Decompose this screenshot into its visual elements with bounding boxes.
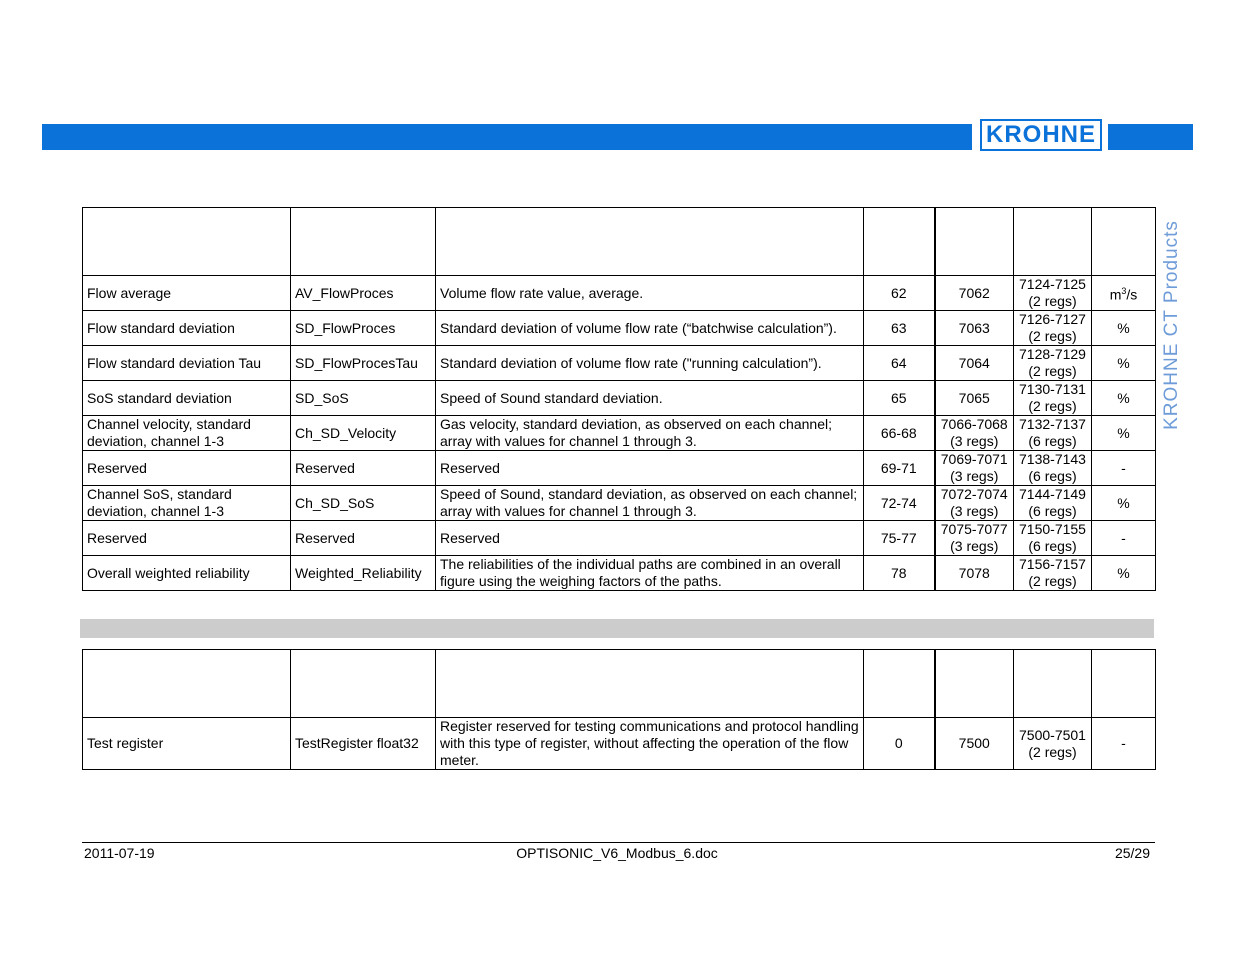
- cell-tag: AV_FlowProces: [291, 276, 436, 311]
- registers-count: (2 regs): [1028, 573, 1077, 589]
- cell-index: 78: [864, 556, 935, 591]
- header-cell: [1092, 650, 1156, 718]
- cell-description: Speed of Sound, standard deviation, as observed on each channel; array with values for channel 1 through 3.: [436, 486, 864, 521]
- header-cell: [864, 208, 935, 276]
- cell-address: 7062: [935, 276, 1014, 311]
- cell-name: SoS standard deviation: [83, 381, 291, 416]
- register-table-1-body: [83, 208, 1156, 591]
- cell-unit: %: [1092, 556, 1156, 591]
- header-cell: [864, 650, 935, 718]
- cell-registers: [1014, 346, 1092, 381]
- cell-registers: [1014, 486, 1092, 521]
- registers-count: (6 regs): [1028, 538, 1077, 554]
- cell-address: [935, 486, 1014, 521]
- header-banner-right: [1108, 124, 1193, 150]
- table-row: [83, 718, 1156, 770]
- table-header-row: [83, 650, 1156, 718]
- registers-range: 7500-7501: [1019, 726, 1086, 743]
- cell-registers: [1014, 381, 1092, 416]
- cell-name: Channel velocity, standard deviation, channel 1-3: [83, 416, 291, 451]
- cell-name: Flow average: [83, 276, 291, 311]
- registers-range: 7124-7125: [1019, 276, 1086, 292]
- header-cell: [935, 650, 1014, 718]
- registers-range: 7126-7127: [1019, 311, 1086, 327]
- registers-range: 7128-7129: [1019, 346, 1086, 362]
- side-brand-text: KROHNE CT Products: [1161, 220, 1182, 430]
- cell-unit: %: [1092, 416, 1156, 451]
- registers-range: 7130-7131: [1019, 381, 1086, 397]
- cell-address: 7065: [935, 381, 1014, 416]
- cell-description: Gas velocity, standard deviation, as observed on each channel; array with values for channel 1 through 3.: [436, 416, 864, 451]
- cell-description: The reliabilities of the individual paths are combined in an overall figure using the weighing factors of the paths.: [436, 556, 864, 591]
- cell-name: Test register: [83, 718, 291, 770]
- registers-count: (6 regs): [1028, 503, 1077, 519]
- header-cell: [436, 650, 864, 718]
- registers-count: (6 regs): [1028, 433, 1077, 449]
- cell-tag: Ch_SD_SoS: [291, 486, 436, 521]
- logo-text: KROHNE: [985, 121, 1096, 148]
- cell-unit: [1092, 276, 1156, 311]
- registers-count: (2 regs): [1028, 328, 1077, 344]
- address-count: (3 regs): [950, 468, 999, 484]
- registers-range: 7138-7143: [1019, 451, 1086, 467]
- cell-address: 7078: [935, 556, 1014, 591]
- table-header-row: [83, 208, 1156, 276]
- cell-description: Speed of Sound standard deviation.: [436, 381, 864, 416]
- header-banner-left: [42, 124, 972, 150]
- cell-tag: SD_FlowProces: [291, 311, 436, 346]
- unit-superscript: 3: [1121, 285, 1127, 296]
- cell-name: Reserved: [83, 451, 291, 486]
- cell-tag: Reserved: [291, 521, 436, 556]
- cell-unit: -: [1092, 718, 1156, 770]
- cell-unit: %: [1092, 381, 1156, 416]
- footer-document-name: OPTISONIC_V6_Modbus_6.doc: [516, 845, 718, 861]
- unit-tail: /s: [1126, 286, 1138, 303]
- registers-range: 7144-7149: [1019, 486, 1086, 502]
- table-row: [83, 416, 1156, 451]
- cell-tag: Reserved: [291, 451, 436, 486]
- address-range: 7069-7071: [940, 451, 1008, 467]
- header-cell: [935, 208, 1014, 276]
- header-cell: [83, 650, 291, 718]
- table-row: [83, 451, 1156, 486]
- cell-unit: -: [1092, 451, 1156, 486]
- registers-count: (6 regs): [1028, 468, 1077, 484]
- cell-description: Reserved: [436, 451, 864, 486]
- cell-registers: [1014, 718, 1092, 770]
- cell-unit: -: [1092, 521, 1156, 556]
- registers-count: (2 regs): [1028, 293, 1077, 309]
- footer-date: 2011-07-19: [84, 845, 155, 861]
- registers-count: (2 regs): [1028, 363, 1077, 379]
- cell-address: 7063: [935, 311, 1014, 346]
- footer-divider: [82, 842, 1155, 843]
- unit-base: m: [1109, 286, 1122, 303]
- cell-index: 72-74: [864, 486, 935, 521]
- cell-registers: [1014, 311, 1092, 346]
- cell-registers: [1014, 556, 1092, 591]
- header-cell: [1092, 208, 1156, 276]
- cell-index: 64: [864, 346, 935, 381]
- registers-range: 7150-7155: [1019, 521, 1086, 537]
- header-cell: [1014, 650, 1092, 718]
- section-separator-bar: [80, 619, 1154, 638]
- cell-description: Standard deviation of volume flow rate ("running calculation”).: [436, 346, 864, 381]
- footer-page-number: 25/29: [1114, 845, 1150, 861]
- registers-count: (2 regs): [1028, 398, 1077, 414]
- registers-range: 7132-7137: [1019, 416, 1086, 432]
- cell-index: 0: [864, 718, 935, 770]
- cell-address: [935, 416, 1014, 451]
- cell-index: 62: [864, 276, 935, 311]
- cell-index: 66-68: [864, 416, 935, 451]
- cell-address: 7064: [935, 346, 1014, 381]
- cell-address: 7500: [935, 718, 1014, 770]
- cell-name: Reserved: [83, 521, 291, 556]
- registers-range: 7156-7157: [1019, 556, 1086, 572]
- cell-registers: [1014, 451, 1092, 486]
- cell-tag: Ch_SD_Velocity: [291, 416, 436, 451]
- cell-unit: %: [1092, 486, 1156, 521]
- cell-name: Channel SoS, standard deviation, channel 1-3: [83, 486, 291, 521]
- cell-name: Overall weighted reliability: [83, 556, 291, 591]
- address-count: (3 regs): [950, 538, 999, 554]
- cell-address: [935, 451, 1014, 486]
- cell-tag: SD_FlowProcesTau: [291, 346, 436, 381]
- cell-description: Register reserved for testing communications and protocol handling with this type of register, without affecting the operation of the flow meter.: [436, 718, 864, 770]
- table-row: [83, 486, 1156, 521]
- krohne-logo: [980, 119, 1102, 151]
- cell-description: Volume flow rate value, average.: [436, 276, 864, 311]
- cell-name: Flow standard deviation: [83, 311, 291, 346]
- cell-unit: %: [1092, 346, 1156, 381]
- cell-index: 65: [864, 381, 935, 416]
- cell-tag: TestRegister float32: [291, 718, 436, 770]
- table-row: [83, 276, 1156, 311]
- header-cell: [291, 650, 436, 718]
- cell-tag: Weighted_Reliability: [291, 556, 436, 591]
- table-row: [83, 381, 1156, 416]
- cell-description: Standard deviation of volume flow rate (“batchwise calculation”).: [436, 311, 864, 346]
- register-table-2-body: [83, 650, 1156, 770]
- table-row: [83, 556, 1156, 591]
- cell-description: Reserved: [436, 521, 864, 556]
- register-table-1: [82, 207, 1156, 591]
- address-count: (3 regs): [950, 433, 999, 449]
- cell-index: 63: [864, 311, 935, 346]
- cell-name: Flow standard deviation Tau: [83, 346, 291, 381]
- cell-registers: [1014, 416, 1092, 451]
- cell-registers: [1014, 521, 1092, 556]
- table-row: [83, 311, 1156, 346]
- cell-index: 69-71: [864, 451, 935, 486]
- header-cell: [291, 208, 436, 276]
- register-table-2: [82, 649, 1156, 770]
- address-range: 7072-7074: [940, 486, 1008, 502]
- cell-tag: SD_SoS: [291, 381, 436, 416]
- cell-registers: [1014, 276, 1092, 311]
- address-range: 7075-7077: [940, 521, 1008, 537]
- cell-unit: %: [1092, 311, 1156, 346]
- cell-address: [935, 521, 1014, 556]
- registers-count: (2 regs): [1028, 743, 1077, 760]
- header-cell: [436, 208, 864, 276]
- header-cell: [83, 208, 291, 276]
- table-row: [83, 346, 1156, 381]
- header-cell: [1014, 208, 1092, 276]
- cell-index: 75-77: [864, 521, 935, 556]
- address-range: 7066-7068: [940, 416, 1008, 432]
- address-count: (3 regs): [950, 503, 999, 519]
- table-row: [83, 521, 1156, 556]
